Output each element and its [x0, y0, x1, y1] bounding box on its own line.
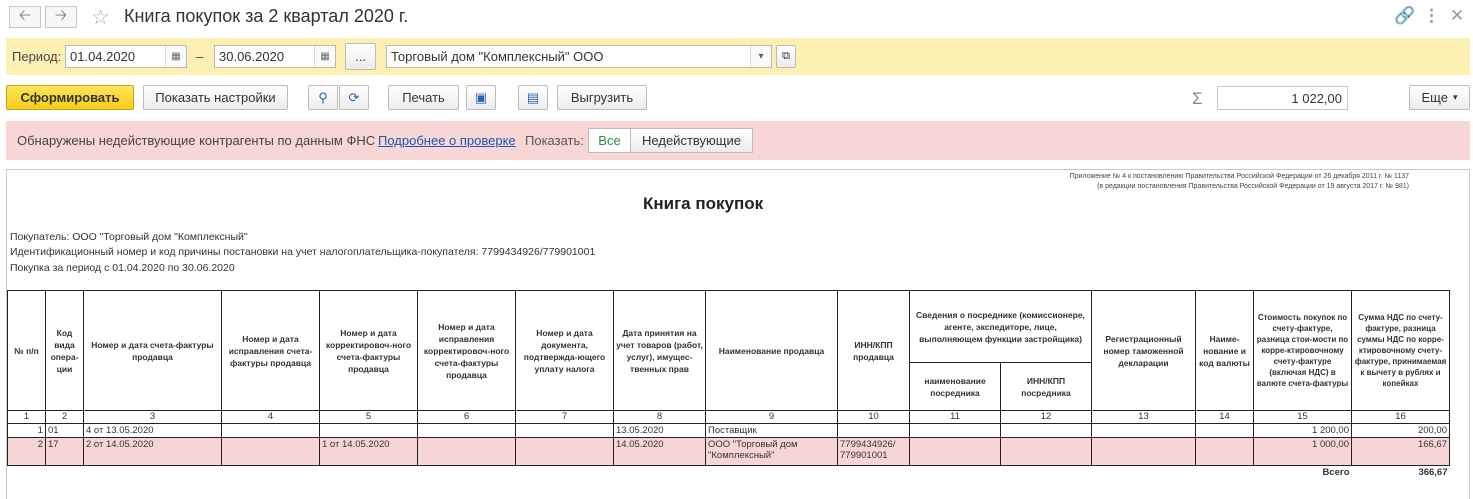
filter-inactive-button[interactable]: Недействующие: [630, 128, 753, 153]
table-row[interactable]: [8, 424, 1450, 438]
column-number-cell: 15: [1254, 411, 1352, 424]
header-cell: Номер и дата исправления счета-фактуры продавца: [222, 291, 320, 411]
table-cell-fix: [222, 424, 320, 438]
preview-button[interactable]: [466, 85, 496, 110]
column-number-cell: 9: [706, 411, 838, 424]
calendar-icon[interactable]: ▦: [165, 46, 186, 67]
save-button[interactable]: [518, 85, 548, 110]
column-number-cell: 1: [8, 411, 46, 424]
header-cell: наименование посредника: [910, 363, 1001, 411]
table-cell-med_name: [910, 424, 1001, 438]
table-cell-vat: 200,00: [1352, 424, 1450, 438]
table-cell-corr: 1 от 14.05.2020: [320, 438, 418, 466]
link-icon[interactable]: 🔗: [1394, 6, 1416, 25]
header-cell: Номер и дата корректировоч-ного счета-фактуры продавца: [320, 291, 418, 411]
table-cell-corr_fix: [418, 424, 516, 438]
period-to-field[interactable]: [214, 45, 336, 68]
show-settings-button[interactable]: Показать настройки: [143, 85, 288, 110]
title-bar: [0, 0, 1473, 34]
header-cell: ИНН/КПП посредника: [1001, 363, 1092, 411]
period-panel: [6, 38, 1470, 75]
column-number-cell: 12: [1001, 411, 1092, 424]
column-number-cell: 10: [838, 411, 910, 424]
table-cell-corr: [320, 424, 418, 438]
period-dash: –: [196, 49, 204, 64]
close-icon[interactable]: ✕: [1450, 6, 1465, 25]
search-icon: ⚲: [318, 89, 328, 105]
arrow-left-icon: 🡠: [18, 6, 32, 24]
column-number-cell: 13: [1092, 411, 1196, 424]
table-cell-accept: 13.05.2020: [614, 424, 706, 438]
total-label: Всего: [1322, 467, 1350, 478]
search-refresh-icon: ⟳: [348, 89, 360, 105]
chevron-down-icon[interactable]: ▾: [750, 46, 771, 67]
select-period-button[interactable]: ...: [345, 43, 376, 70]
more-vertical-icon[interactable]: ⋮: [1423, 6, 1440, 25]
purchase-book-table: [7, 290, 1450, 480]
chevron-down-icon: ▾: [1452, 92, 1458, 102]
back-button[interactable]: [9, 6, 41, 28]
table-cell-med_name: [910, 438, 1001, 466]
more-label: Еще: [1421, 90, 1448, 105]
table-cell-invoice: 4 от 13.05.2020: [84, 424, 222, 438]
table-cell-corr_fix: [418, 438, 516, 466]
period-from-field[interactable]: [65, 45, 187, 68]
period-from-value: 01.04.2020: [70, 49, 136, 64]
table-cell-inn: [838, 424, 910, 438]
column-number-cell: 2: [46, 411, 84, 424]
header-cell: Стоимость покупок по счету-фактуре, разница стои-мости по корре-ктировочному счету-фактуре (включая НДС) в валюте счета-фактуры: [1254, 291, 1352, 411]
header-cell: Номер и дата счета-фактуры продавца: [84, 291, 222, 411]
table-cell-currency: [1196, 424, 1254, 438]
header-cell: Сумма НДС по счету-фактуре, разница суммы НДС по корре-ктировочному счету-фактуре, принимаемая к вычету в рублях и копейках: [1352, 291, 1450, 411]
organization-value: Торговый дом "Комплексный" ООО: [391, 49, 604, 64]
filter-all-button[interactable]: Все: [588, 128, 631, 153]
header-cell: Наиме-нование и код валюты: [1196, 291, 1254, 411]
print-button[interactable]: Печать: [388, 85, 459, 110]
period-line: Покупка за период с 01.04.2020 по 30.06.2020: [10, 262, 235, 274]
period-to-value: 30.06.2020: [219, 49, 285, 64]
header-cell: Сведения о посреднике (комиссионере, агенте, экспедиторе, лице, выполняющем функции застройщика): [910, 291, 1092, 363]
table-cell-med_inn: [1001, 424, 1092, 438]
save-icon: ▤: [526, 89, 540, 105]
generate-button[interactable]: Сформировать: [6, 85, 134, 110]
table-cell-customs: [1092, 424, 1196, 438]
show-label: Показать:: [525, 133, 584, 148]
calendar-icon[interactable]: ▦: [314, 46, 335, 67]
table-row[interactable]: [8, 438, 1450, 466]
open-organization-button[interactable]: [776, 45, 796, 68]
organization-field[interactable]: [386, 45, 772, 68]
check-details-link[interactable]: Подробнее о проверке: [378, 133, 516, 148]
column-number-cell: 11: [910, 411, 1001, 424]
appendix-line-2: (в редакции постановления Правительства Российской Федерации от 19 августа 2017 г. № 981): [1097, 183, 1409, 190]
sum-field: 1 022,00: [1217, 86, 1348, 110]
column-numbers-row: [8, 411, 1450, 424]
header-cell: Номер и дата документа, подтвержда-ющего уплату налога: [516, 291, 614, 411]
search-button[interactable]: [308, 85, 338, 110]
page-title: Книга покупок за 2 квартал 2020 г.: [124, 6, 409, 26]
table-cell-n: 2: [8, 438, 46, 466]
table-cell-invoice: 2 от 14.05.2020: [84, 438, 222, 466]
header-cell: Код вида опера-ции: [46, 291, 84, 411]
table-cell-code: 17: [46, 438, 84, 466]
table-cell-seller: ООО "Торговый дом "Комплексный": [706, 438, 838, 466]
header-cell: Номер и дата исправления корректировоч-ного счета-фактуры продавца: [418, 291, 516, 411]
table-cell-accept: 14.05.2020: [614, 438, 706, 466]
table-cell-med_inn: [1001, 438, 1092, 466]
header-cell: Дата принятия на учет товаров (работ, услуг), имущес-твенных прав: [614, 291, 706, 411]
column-number-cell: 3: [84, 411, 222, 424]
total-vat: 366,67: [1418, 467, 1448, 478]
table-cell-fix: [222, 438, 320, 466]
report-title: Книга покупок: [643, 194, 764, 213]
export-button[interactable]: Выгрузить: [557, 85, 647, 110]
print-preview-icon: ▣: [474, 89, 488, 105]
star-icon[interactable]: ☆: [91, 6, 110, 29]
appendix-line-1: Приложение № 4 к постановлению Правительства Российской Федерации от 26 декабря 2011 г. № 1137: [1069, 173, 1409, 180]
table-cell-currency: [1196, 438, 1254, 466]
table-cell-vat: 166,67: [1352, 438, 1450, 466]
warning-text: Обнаружены недействующие контрагенты по данным ФНС: [17, 133, 376, 148]
column-number-cell: 7: [516, 411, 614, 424]
column-number-cell: 6: [418, 411, 516, 424]
column-number-cell: 8: [614, 411, 706, 424]
buyer-line: Покупатель: ООО "Торговый дом "Комплексный": [10, 231, 248, 243]
inn-line: Идентификационный номер и код причины постановки на учет налогоплательщика-покупателя: 7799434926/779901001: [10, 246, 596, 258]
open-window-icon: ⧉: [782, 50, 790, 62]
table-cell-customs: [1092, 438, 1196, 466]
header-cell: Наименование продавца: [706, 291, 838, 411]
table-cell-seller: Поставщик: [706, 424, 838, 438]
period-label: Период:: [12, 49, 62, 64]
more-menu-button[interactable]: [1409, 85, 1470, 110]
search-replace-button[interactable]: [339, 85, 369, 110]
report-area: [6, 169, 1470, 499]
table-cell-paydoc: [516, 438, 614, 466]
column-number-cell: 5: [320, 411, 418, 424]
table-cell-n: 1: [8, 424, 46, 438]
header-cell: Регистрационный номер таможенной декларации: [1092, 291, 1196, 411]
header-cell: ИНН/КПП продавца: [838, 291, 910, 411]
table-header-row: [8, 291, 1450, 363]
table-cell-cost: 1 200,00: [1254, 424, 1352, 438]
table-cell-cost: 1 000,00: [1254, 438, 1352, 466]
forward-button[interactable]: [45, 6, 77, 28]
column-number-cell: 4: [222, 411, 320, 424]
counterparty-warning: [6, 121, 1470, 160]
sum-icon: Σ: [1192, 89, 1203, 108]
total-row: [8, 466, 1450, 480]
table-cell-code: 01: [46, 424, 84, 438]
arrow-right-icon: 🡢: [54, 6, 68, 24]
table-cell-inn: 7799434926/ 779901001: [838, 438, 910, 466]
table-cell-paydoc: [516, 424, 614, 438]
column-number-cell: 16: [1352, 411, 1450, 424]
header-cell: № п/п: [8, 291, 46, 411]
column-number-cell: 14: [1196, 411, 1254, 424]
